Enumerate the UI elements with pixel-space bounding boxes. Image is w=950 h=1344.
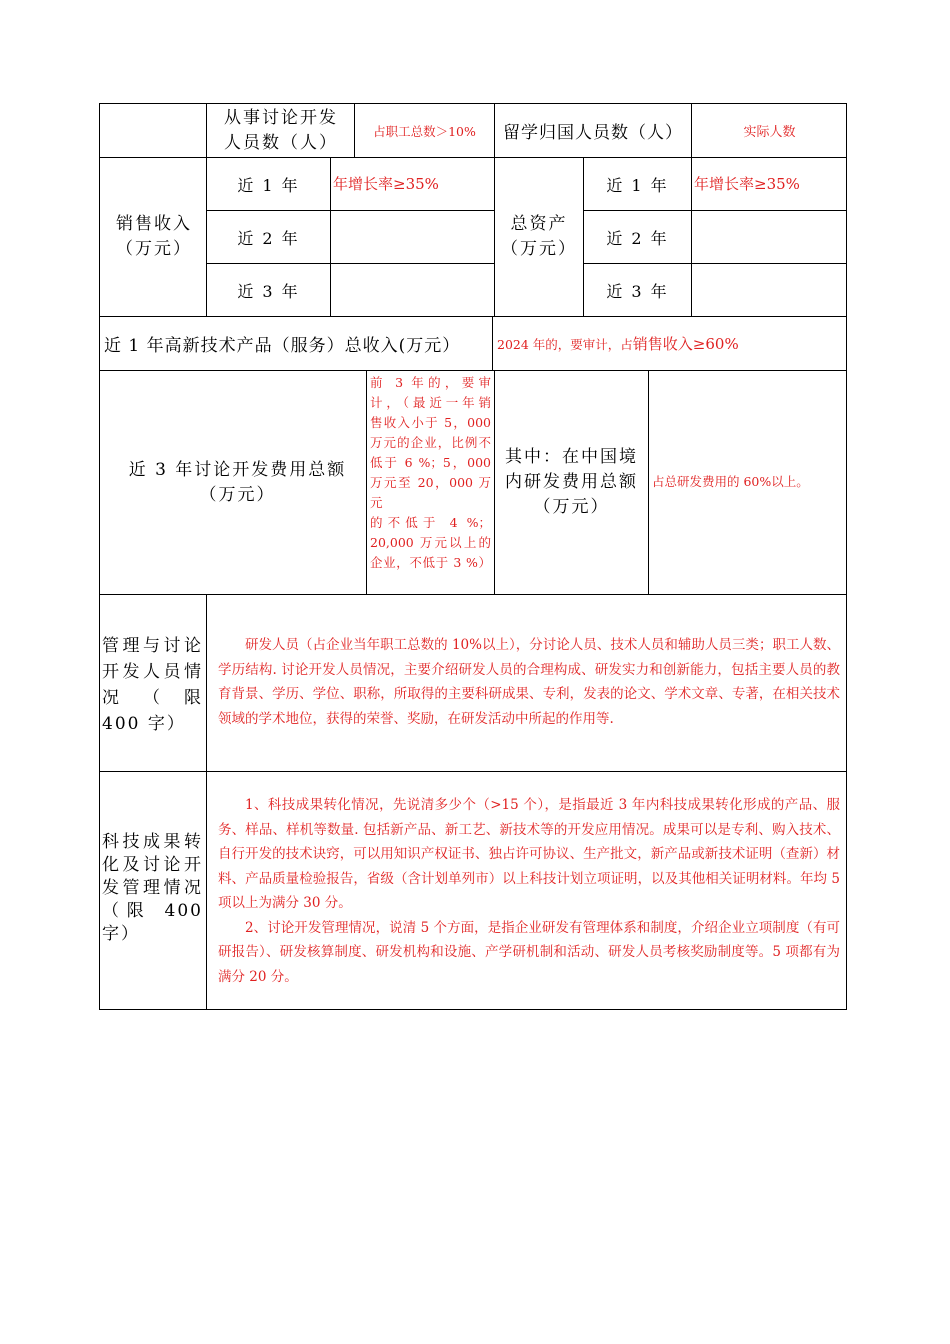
hitech-revenue-label: 近 1 年高新技术产品（服务）总收入(万元） [104, 336, 461, 356]
mgmt-section-label: 管理与讨论开发人员情况（限 400 字） [102, 636, 203, 734]
col-divider [330, 157, 331, 316]
sales-year-2: 近 2 年 [237, 228, 300, 248]
sales-year-3: 近 3 年 [237, 281, 300, 301]
col-divider [648, 370, 649, 594]
sales-label: 销售收入（万元） [116, 214, 192, 259]
assets-year-1: 近 1 年 [606, 175, 669, 195]
col-divider [492, 316, 493, 370]
domestic-rd-cost-note: 占总研发费用的 60%以上。 [652, 474, 809, 489]
returnee-label: 留学归国人员数（人） [503, 123, 683, 143]
rd-cost-requirement: 前 3 年的，要审 计，（最近一年销 售收入小于 5，000 万元的企业，比例不 低于 6 %；5，000 万元至 20，000 万元 的不低于 4 %； 20,000 万元以上的 企业，不低于 3 %） [370, 375, 491, 570]
rd-staff-label: 从事讨论开发人员数（人） [224, 107, 338, 153]
tech-description: 1、科技成果转化情况，先说清多少个（>15 个），是指最近 3 年内科技成果转化形成的产品、服务、样品、样机等数量. 包括新产品、新工艺、新技术等的开发应用情况。成果可以是专利、购入技术、自行开发的技术诀窍，可以用知识产权证书、独占许可协议、生产批文，新产品或新技术证明（查新）材料、产品质量检验报告，省级（含计划单列市）以上科技计划立项证明，以及其他相关证明材料。年均 5 项以上为满分 30 分。 2、讨论开发管理情况，说清 5 个方面，是指企业研发有管理体系和制度，介绍企业立项制度（有可研报告）、研发核算制度、研发机构和设施、产学研机制和活动、研发人员考核奖励制度等。5 项都有为满分 20 分。 [218, 797, 840, 985]
assets-label: 总资产（万元） [501, 214, 577, 259]
assets-year-3: 近 3 年 [606, 281, 669, 301]
col-divider [691, 157, 692, 316]
hitech-revenue-note: 2024 年的，要审计，占销售收入≥60% [497, 335, 739, 353]
returnee-note: 实际人数 [743, 125, 796, 140]
assets-year-2: 近 2 年 [606, 228, 669, 248]
tech-section-label: 科技成果转化及讨论开发管理情况（限 400 字） [102, 832, 203, 944]
sales-growth-note: 年增长率≥35% [333, 175, 439, 193]
row-divider [99, 316, 847, 317]
col-divider [366, 370, 367, 594]
rd-cost-label: 近 3 年讨论开发费用总额（万元） [128, 459, 347, 505]
mgmt-description: 研发人员（占企业当年职工总数的 10%以上），分讨论人员、技术人员和辅助人员三类；职工人数、学历结构. 讨论开发人员情况，主要介绍研发人员的合理构成、研发实力和创新能力，包括主要人员的教育背景、学历、学位、职称，所取得的主要科研成果、专利，发表的论文、学术文章、专著，在相关技术领域的学术地位，获得的荣誉、奖励，在研发活动中所起的作用等. [218, 637, 840, 727]
col-divider [494, 370, 495, 594]
row-divider [99, 594, 847, 595]
sales-year-1: 近 1 年 [237, 175, 300, 195]
col-divider [206, 594, 207, 1010]
rd-staff-note: 占职工总数＞10% [373, 123, 476, 139]
domestic-rd-cost-label: 其中：在中国境内研发费用总额（万元） [505, 447, 638, 517]
assets-growth-note: 年增长率≥35% [694, 175, 800, 193]
row-divider [99, 771, 847, 772]
